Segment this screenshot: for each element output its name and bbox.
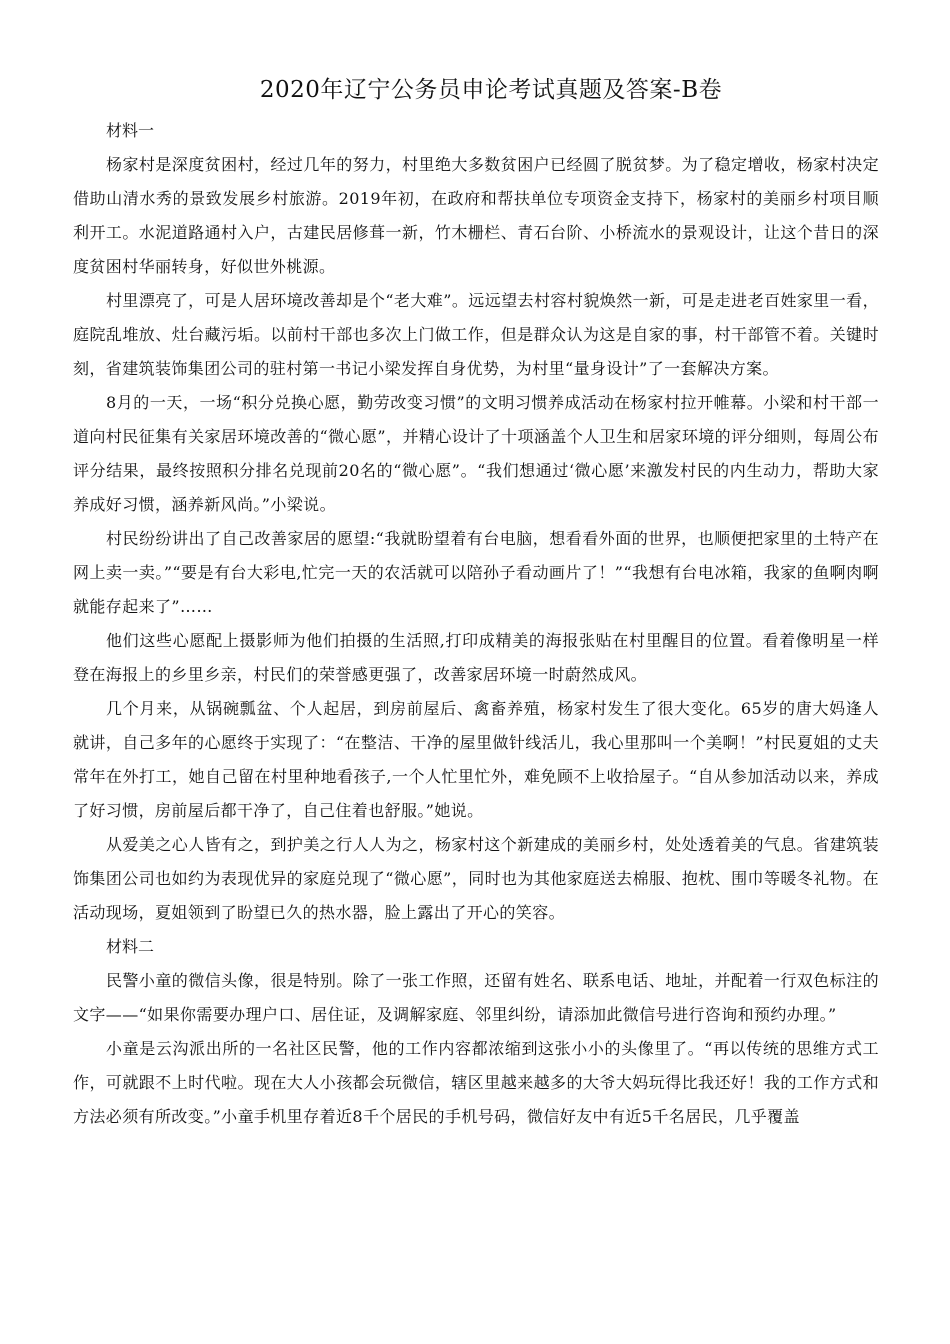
section-material-1 xyxy=(73,114,879,930)
paragraph: 他们这些心愿配上摄影师为他们拍摄的生活照,打印成精美的海报张贴在村里醒目的位置。看着像明星一样登在海报上的乡里乡亲，村民们的荣誉感更强了，改善家居环境一时蔚然成风。 xyxy=(73,631,879,684)
paragraph: 小童是云沟派出所的一名社区民警，他的工作内容都浓缩到这张小小的头像里了。“再以传统的思维方式工作，可就跟不上时代啦。现在大人小孩都会玩微信，辖区里越来越多的大爷大妈玩得比我还好！我的工作方式和方法必须有所改变。”小童手机里存着近8千个居民的手机号码，微信好友中有近5千名居民，几乎覆盖 xyxy=(73,1039,879,1126)
section-heading: 材料二 xyxy=(106,937,155,956)
section-material-2 xyxy=(73,930,879,1134)
paragraph: 村里漂亮了，可是人居环境改善却是个“老大难”。远远望去村容村貌焕然一新，可是走进老百姓家里一看，庭院乱堆放、灶台藏污垢。以前村干部也多次上门做工作，但是群众认为这是自家的事，村干部管不着。关键时刻，省建筑装饰集团公司的驻村第一书记小梁发挥自身优势，为村里“量身设计”了一套解决方案。 xyxy=(73,291,879,378)
paragraph: 几个月来，从锅碗瓢盆、个人起居，到房前屋后、禽畜养殖，杨家村发生了很大变化。65岁的唐大妈逢人就讲，自己多年的心愿终于实现了：“在整洁、干净的屋里做针线活儿，我心里那叫一个美啊！”村民夏姐的丈夫常年在外打工，她自己留在村里种地看孩子,一个人忙里忙外，难免顾不上收拾屋子。“自从参加活动以来，养成了好习惯，房前屋后都干净了，自己住着也舒服。”她说。 xyxy=(73,699,879,820)
document-page xyxy=(73,70,879,1134)
paragraph: 8月的一天，一场“积分兑换心愿，勤劳改变习惯”的文明习惯养成活动在杨家村拉开帷幕。小梁和村干部一道向村民征集有关家居环境改善的“微心愿”，并精心设计了十项涵盖个人卫生和居家环境的评分细则，每周公布评分结果，最终按照积分排名兑现前20名的“微心愿”。“我们想通过‘微心愿’来激发村民的内生动力，帮助大家养成好习惯，涵养新风尚。”小梁说。 xyxy=(73,393,879,514)
paragraph: 杨家村是深度贫困村，经过几年的努力，村里绝大多数贫困户已经圆了脱贫梦。为了稳定增收，杨家村决定借助山清水秀的景致发展乡村旅游。2019年初，在政府和帮扶单位专项资金支持下，杨家村的美丽乡村项目顺利开工。水泥道路通村入户，古建民居修葺一新，竹木栅栏、青石台阶、小桥流水的景观设计，让这个昔日的深度贫困村华丽转身，好似世外桃源。 xyxy=(73,155,879,276)
paragraph: 民警小童的微信头像，很是特别。除了一张工作照，还留有姓名、联系电话、地址，并配着一行双色标注的文字——“如果你需要办理户口、居住证，及调解家庭、邻里纠纷，请添加此微信号进行咨询和预约办理。” xyxy=(73,971,879,1024)
paragraph: 从爱美之心人皆有之，到护美之行人人为之，杨家村这个新建成的美丽乡村，处处透着美的气息。省建筑装饰集团公司也如约为表现优异的家庭兑现了“微心愿”，同时也为其他家庭送去棉服、抱枕、围巾等暖冬礼物。在活动现场，夏姐领到了盼望已久的热水器，脸上露出了开心的笑容。 xyxy=(73,835,879,922)
paragraph: 村民纷纷讲出了自己改善家居的愿望:“我就盼望着有台电脑，想看看外面的世界，也顺便把家里的土特产在网上卖一卖。”“要是有台大彩电,忙完一天的农活就可以陪孙子看动画片了！”“我想有台电冰箱，我家的鱼啊肉啊就能存起来了”…… xyxy=(73,529,879,616)
document-title: 2020年辽宁公务员申论考试真题及答案-B卷 xyxy=(259,77,723,103)
section-heading: 材料一 xyxy=(106,121,155,140)
